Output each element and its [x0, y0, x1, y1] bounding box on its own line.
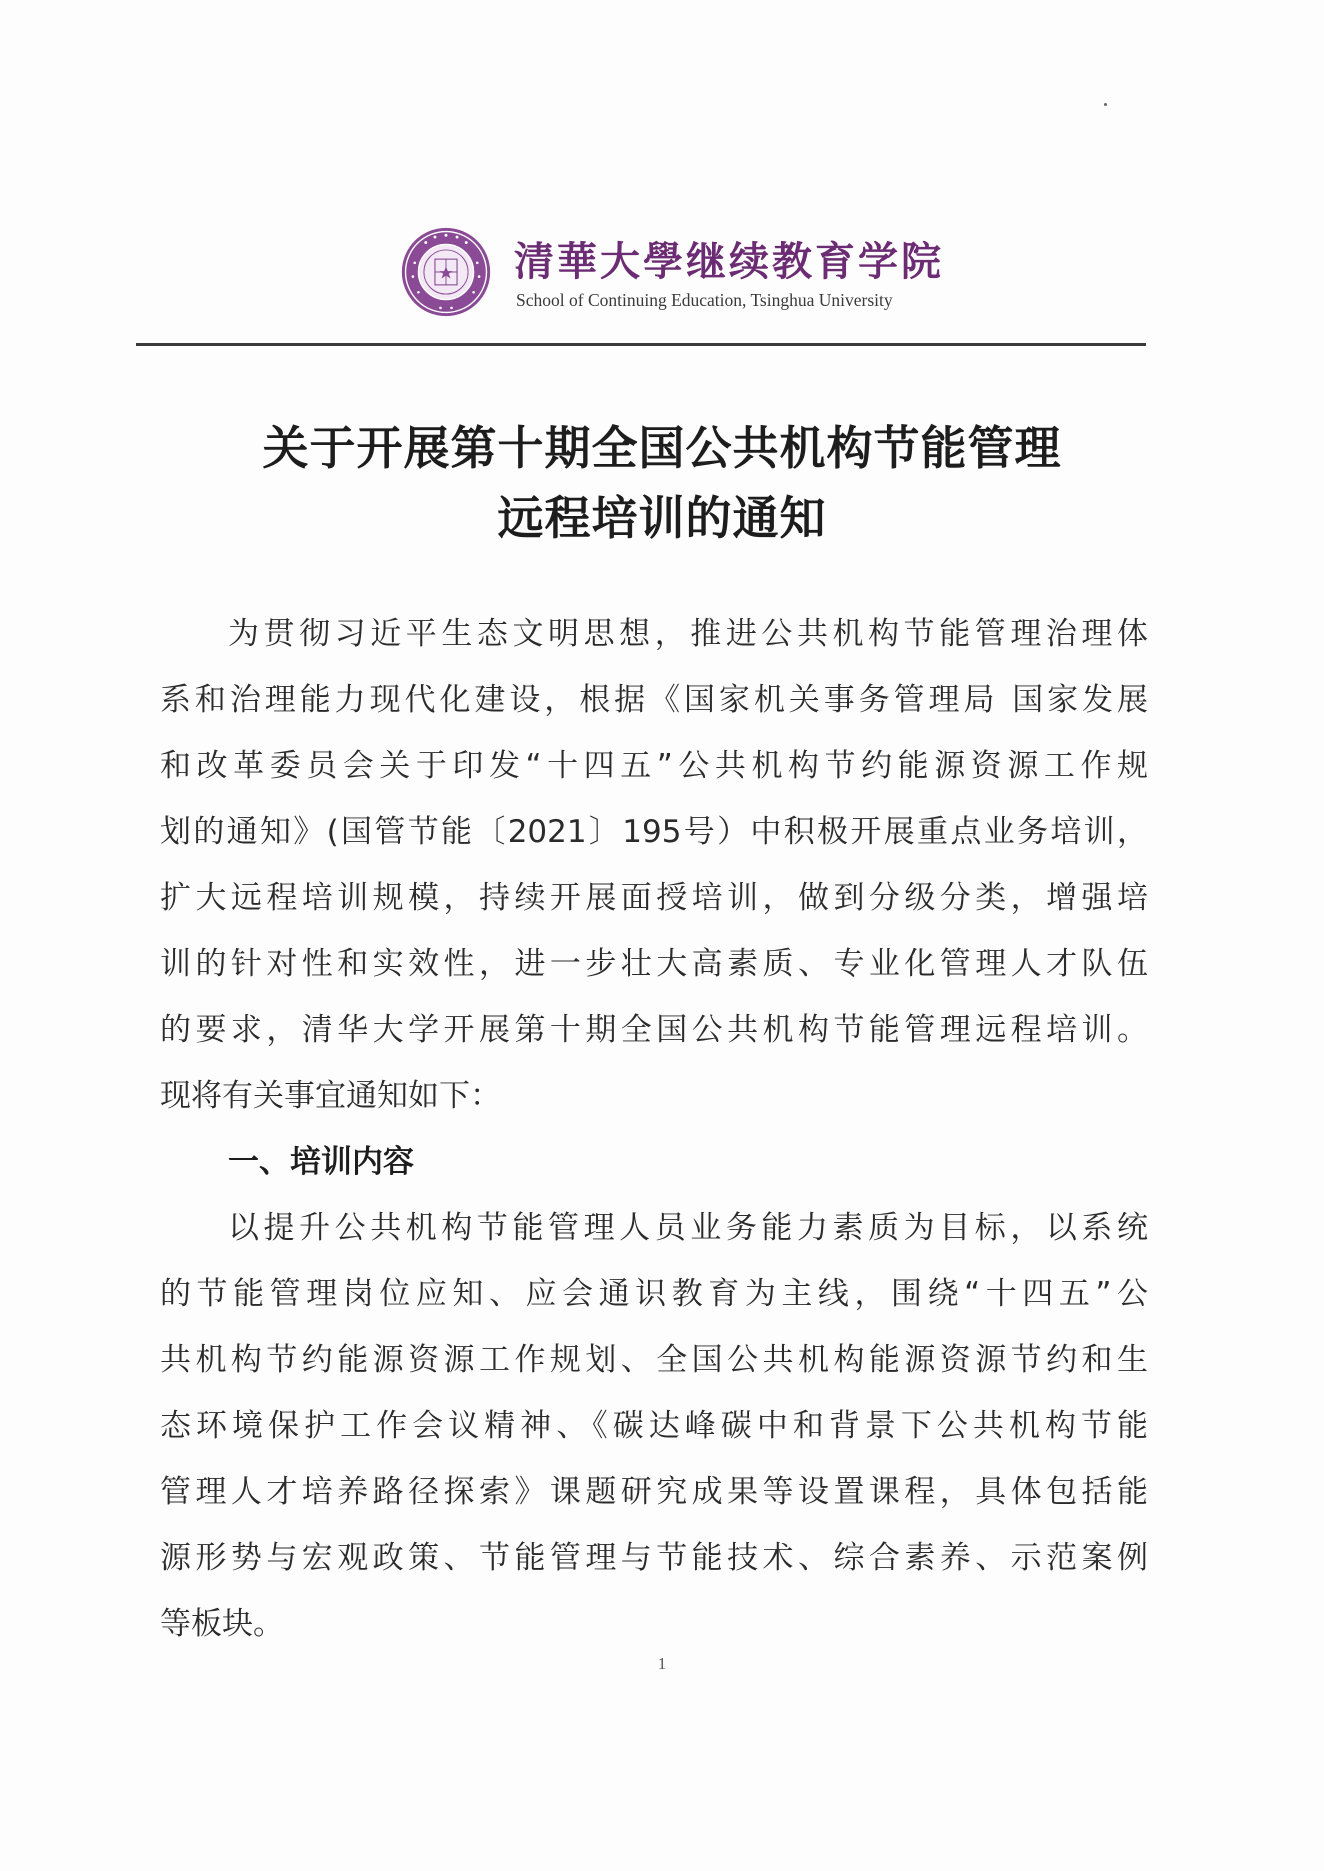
section-paragraph-line: 态环境保护工作会议精神、《碳达峰碳中和背景下公共机构节能: [160, 1408, 1148, 1444]
section-paragraph-line: 源形势与宏观政策、节能管理与节能技术、综合素养、示范案例: [160, 1540, 1148, 1576]
intro-paragraph-line: 系和治理能力现代化建设，根据《国家机关事务管理局 国家发展: [160, 682, 1148, 718]
intro-paragraph-line: 的要求，清华大学开展第十期全国公共机构节能管理远程培训。: [160, 1012, 1148, 1048]
institution-name-english: School of Continuing Education, Tsinghua University: [516, 290, 893, 310]
letterhead: [400, 222, 944, 322]
section-paragraph-line: 等板块。: [160, 1606, 284, 1642]
scan-speck: [1104, 103, 1107, 106]
document-title-line-2: 远程培训的通知: [497, 491, 827, 545]
document-title-line-1: 关于开展第十期全国公共机构节能管理: [262, 421, 1062, 475]
intro-paragraph-line: 现将有关事宜通知如下：: [160, 1078, 501, 1114]
section-heading-training-content: 一、培训内容: [228, 1144, 414, 1180]
section-paragraph-line: 的节能管理岗位应知、应会通识教育为主线，围绕“十四五”公: [160, 1276, 1148, 1312]
university-seal-icon: [400, 226, 492, 318]
section-paragraph-line: 共机构节约能源资源工作规划、全国公共机构能源资源节约和生: [160, 1342, 1148, 1378]
section-paragraph-line: 管理人才培养路径探索》课题研究成果等设置课程，具体包括能: [160, 1474, 1148, 1510]
section-paragraph-line: 以提升公共机构节能管理人员业务能力素质为目标，以系统: [228, 1210, 1148, 1246]
page-number: 1: [657, 1654, 667, 1673]
intro-paragraph-line: 为贯彻习近平生态文明思想，推进公共机构节能管理治理体: [228, 616, 1148, 652]
intro-paragraph-line: 扩大远程培训规模，持续开展面授培训，做到分级分类，增强培: [160, 880, 1148, 916]
intro-paragraph-line: 划的通知》(国管节能〔2021〕195号）中积极开展重点业务培训，: [160, 814, 1148, 850]
letterhead-divider: [136, 343, 1146, 346]
institution-name-chinese: 清華大學继续教育学院: [514, 238, 944, 285]
intro-paragraph-line: 训的针对性和实效性，进一步壮大高素质、专业化管理人才队伍: [160, 946, 1148, 982]
intro-paragraph-line: 和改革委员会关于印发“十四五”公共机构节约能源资源工作规: [160, 748, 1148, 784]
